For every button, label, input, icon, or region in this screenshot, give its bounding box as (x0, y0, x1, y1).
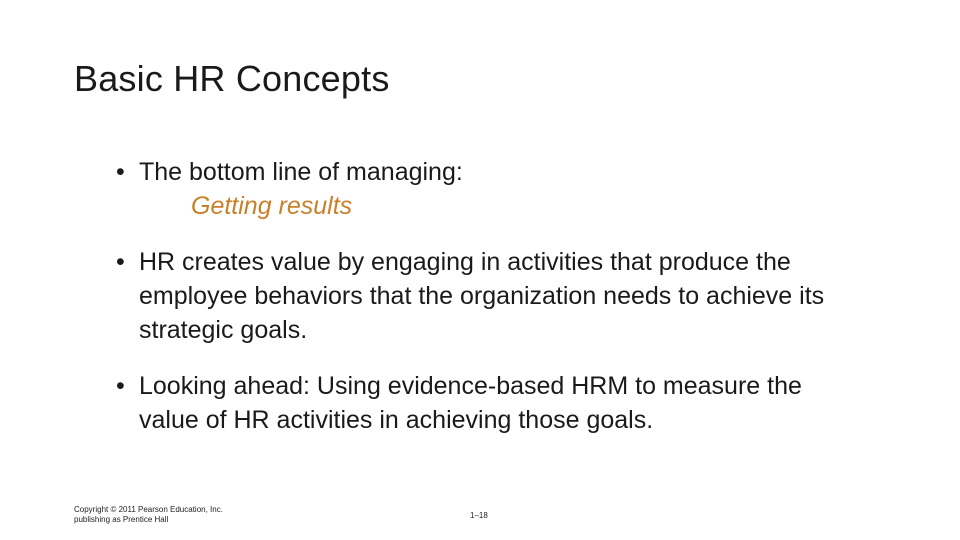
publisher-line: publishing as Prentice Hall (74, 515, 169, 524)
bullet-text: Looking ahead: Using evidence-based HRM to measure the value of HR activities in achieving those goals. (139, 372, 802, 434)
bullet-text: The bottom line of managing: (139, 158, 463, 186)
bullet-list (116, 155, 836, 459)
copyright-line: Copyright © 2011 Pearson Education, Inc. (74, 505, 223, 514)
slide-title: Basic HR Concepts (74, 58, 390, 99)
copyright-footer (74, 505, 223, 525)
page-number: 1–18 (470, 511, 488, 520)
bullet-item (116, 245, 836, 347)
bullet-marker: • (116, 372, 125, 400)
bullet-text: HR creates value by engaging in activities that produce the employee behaviors that the organization needs to achieve its strategic goals. (139, 248, 825, 344)
bullet-marker: • (116, 248, 125, 276)
bullet-item (116, 155, 836, 223)
bullet-subtext: Getting results (191, 192, 353, 220)
bullet-item (116, 369, 836, 437)
bullet-marker: • (116, 158, 125, 186)
